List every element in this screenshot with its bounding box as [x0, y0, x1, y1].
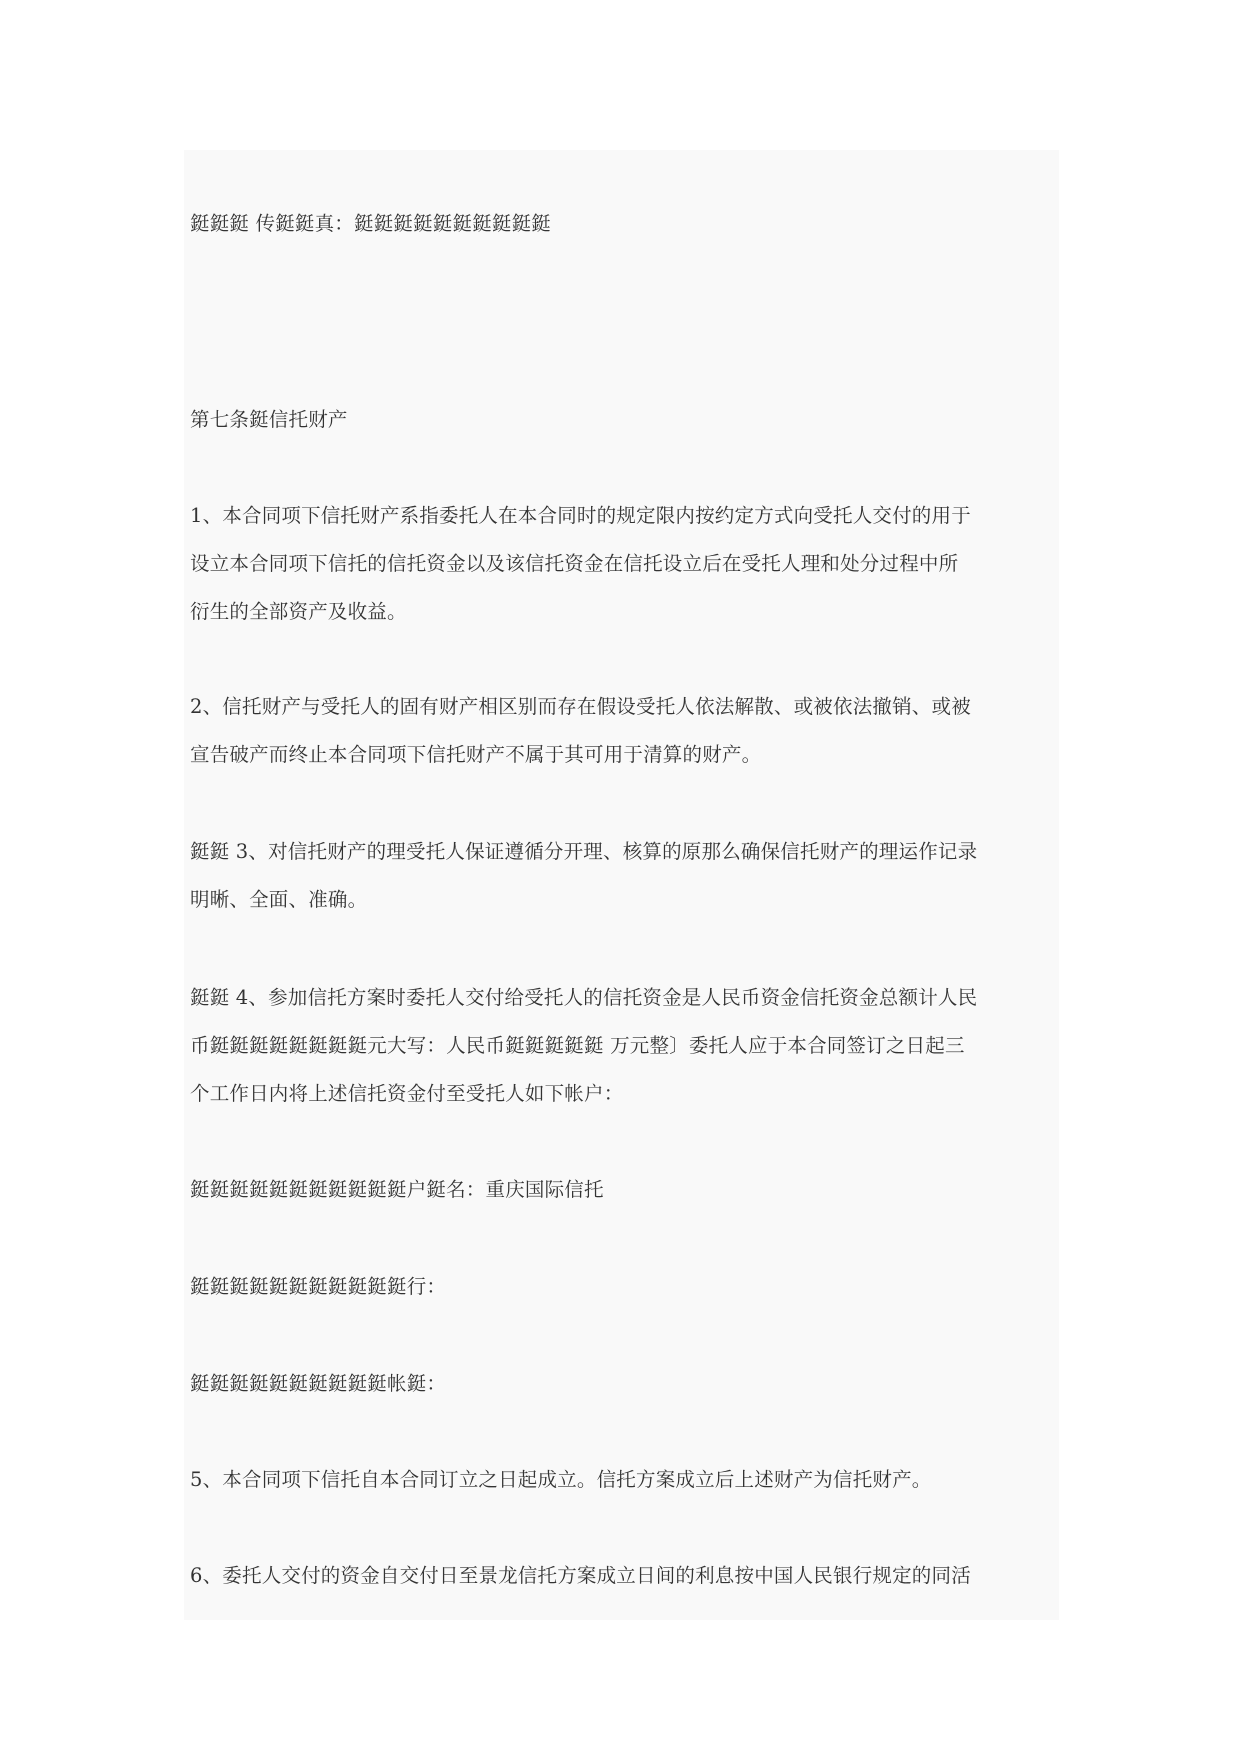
article-heading-text: 第七条鋌信托财产: [190, 408, 348, 431]
article-heading: [190, 396, 1058, 444]
item-4-line-1: 鋌鋌 4、参加信托方案时委托人交付给受托人的信托资金是人民币资金信托资金总额计人民: [190, 986, 978, 1009]
account-name-line: [190, 1166, 1058, 1214]
item-4: [190, 974, 1058, 1118]
account-number-text: 鋌鋌鋌鋌鋌鋌鋌鋌鋌鋌帐鋌：: [190, 1372, 447, 1395]
item-5-text: 5、本合同项下信托自本合同订立之日起成立。信托方案成立后上述财产为信托财产。: [190, 1468, 932, 1491]
bank-line: [190, 1263, 1058, 1311]
item-6: [190, 1552, 1058, 1600]
account-name-text: 鋌鋌鋌鋌鋌鋌鋌鋌鋌鋌鋌户鋌名：重庆国际信托: [190, 1178, 604, 1201]
fax-line-text: 鋌鋌鋌 传鋌鋌真：鋌鋌鋌鋌鋌鋌鋌鋌鋌鋌: [190, 212, 551, 235]
item-1-line-1: 1、本合同项下信托财产系指委托人在本合同时的规定限内按约定方式向受托人交付的用于: [190, 504, 971, 527]
item-3-line-2: 明晰、全面、准确。: [190, 888, 368, 911]
item-5: [190, 1456, 1058, 1504]
item-4-line-3: 个工作日内将上述信托资金付至受托人如下帐户：: [190, 1082, 624, 1105]
item-2-line-1: 2、信托财产与受托人的固有财产相区别而存在假设受托人依法解散、或被依法撤销、或被: [190, 695, 971, 718]
fax-line: [190, 200, 1058, 248]
item-1-line-2: 设立本合同项下信托的信托资金以及该信托资金在信托设立后在受托人理和处分过程中所: [190, 552, 959, 575]
item-3: [190, 828, 1058, 924]
item-4-line-2: 币鋌鋌鋌鋌鋌鋌鋌鋌元大写：人民币鋌鋌鋌鋌鋌 万元整〕委托人应于本合同签订之日起三: [190, 1034, 965, 1057]
account-number-line: [190, 1360, 1058, 1408]
item-1: [190, 492, 1058, 636]
bank-text: 鋌鋌鋌鋌鋌鋌鋌鋌鋌鋌鋌行：: [190, 1275, 447, 1298]
item-6-text: 6、委托人交付的资金自交付日至景龙信托方案成立日间的利息按中国人民银行规定的同活: [190, 1564, 971, 1587]
item-2-line-2: 宣告破产而终止本合同项下信托财产不属于其可用于清算的财产。: [190, 743, 762, 766]
item-2: [190, 683, 1058, 779]
item-1-line-3: 衍生的全部资产及收益。: [190, 600, 407, 623]
item-3-line-1: 鋌鋌 3、对信托财产的理受托人保证遵循分开理、核算的原那么确保信托财产的理运作记录: [190, 840, 978, 863]
